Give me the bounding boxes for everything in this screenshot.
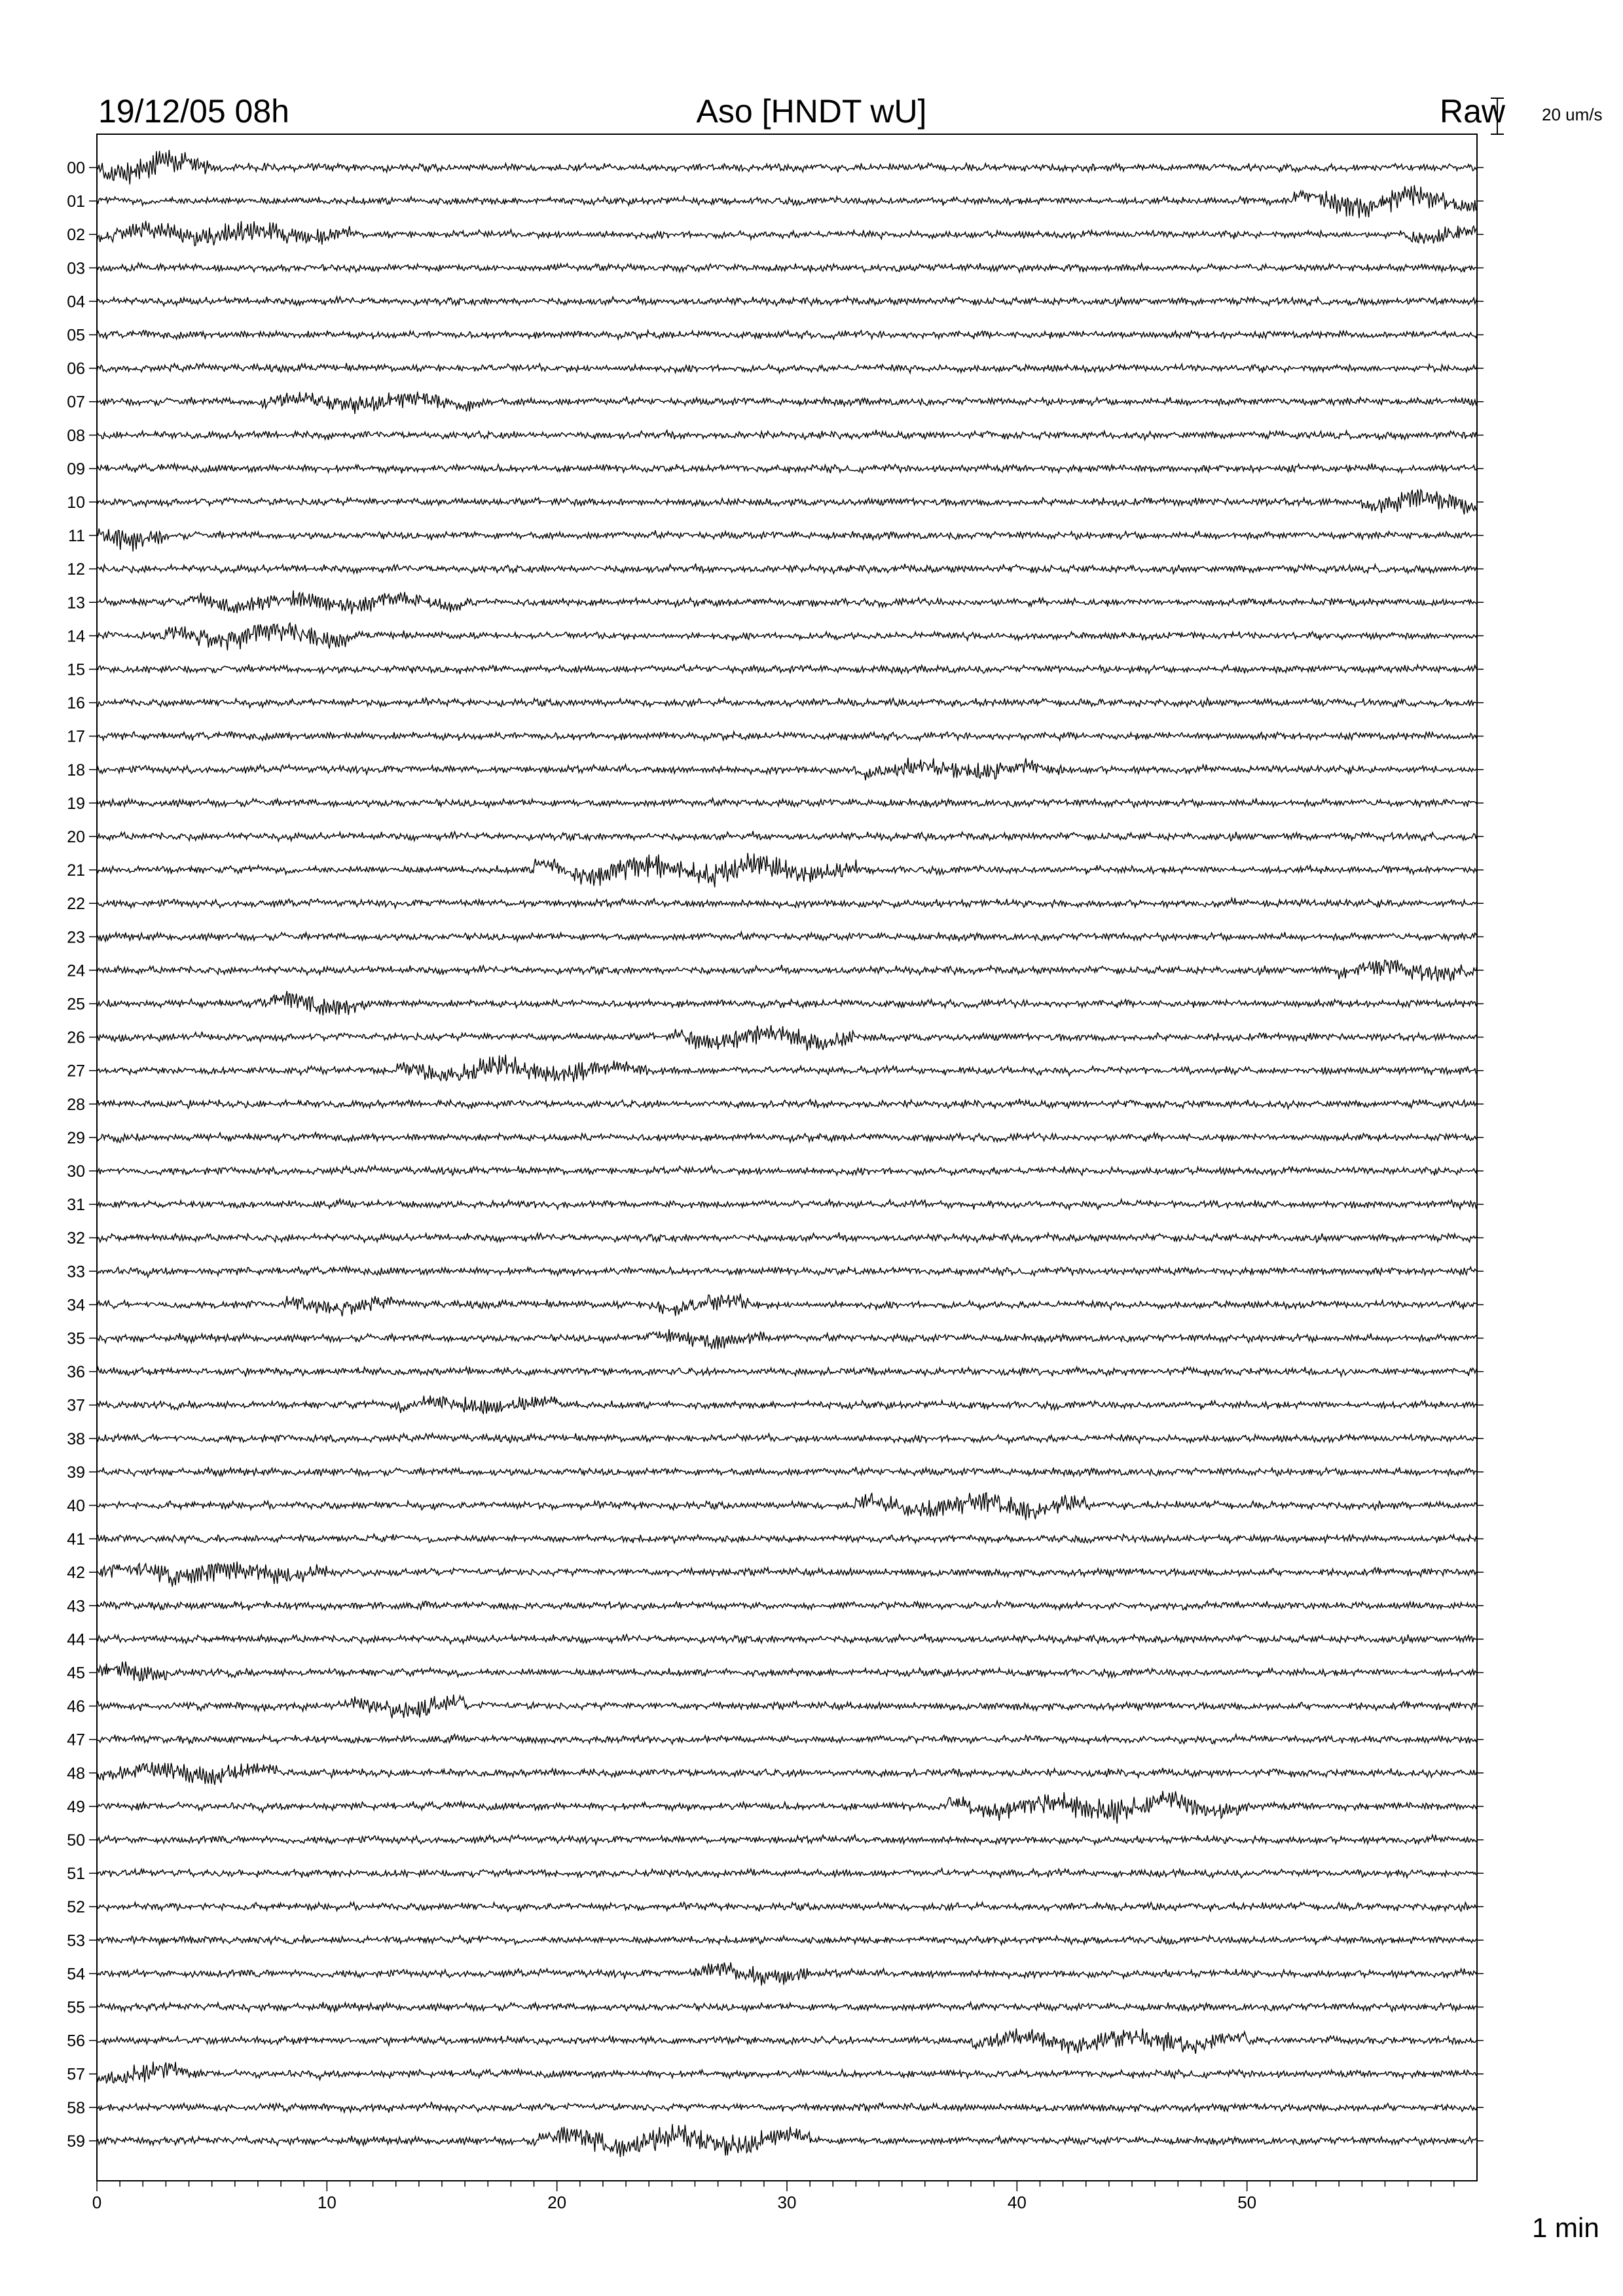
- x-axis-unit-label: 1 min: [1532, 2212, 1599, 2243]
- row-label-03: 03: [67, 259, 85, 278]
- row-label-57: 57: [67, 2065, 85, 2084]
- row-label-36: 36: [67, 1363, 85, 1382]
- trace-35: [97, 1329, 1477, 1350]
- row-label-51: 51: [67, 1865, 85, 1884]
- row-label-07: 07: [67, 393, 85, 412]
- row-label-04: 04: [67, 293, 85, 312]
- row-label-31: 31: [67, 1196, 85, 1215]
- row-label-32: 32: [67, 1229, 85, 1248]
- trace-19: [97, 798, 1477, 808]
- row-label-29: 29: [67, 1128, 85, 1147]
- row-label-50: 50: [67, 1831, 85, 1850]
- row-label-13: 13: [67, 594, 85, 613]
- row-label-09: 09: [67, 459, 85, 478]
- row-label-43: 43: [67, 1597, 85, 1616]
- trace-56: [97, 2028, 1477, 2054]
- trace-06: [97, 363, 1477, 373]
- trace-08: [97, 430, 1477, 440]
- row-label-59: 59: [67, 2132, 85, 2151]
- row-label-49: 49: [67, 1797, 85, 1816]
- row-label-23: 23: [67, 928, 85, 947]
- row-label-02: 02: [67, 226, 85, 245]
- trace-45: [97, 1662, 1477, 1681]
- trace-38: [97, 1433, 1477, 1443]
- trace-21: [97, 853, 1477, 888]
- trace-01: [97, 185, 1477, 218]
- trace-26: [97, 1025, 1477, 1050]
- row-label-18: 18: [67, 761, 85, 780]
- mode-label: Raw: [1439, 93, 1505, 130]
- trace-57: [97, 2062, 1477, 2083]
- row-label-22: 22: [67, 895, 85, 914]
- row-label-58: 58: [67, 2098, 85, 2117]
- trace-02: [97, 221, 1477, 246]
- trace-55: [97, 2002, 1477, 2012]
- row-label-20: 20: [67, 828, 85, 846]
- row-label-47: 47: [67, 1731, 85, 1749]
- x-tick-label-10: 10: [317, 2193, 337, 2212]
- row-label-05: 05: [67, 326, 85, 345]
- row-label-45: 45: [67, 1664, 85, 1683]
- trace-34: [97, 1294, 1477, 1316]
- row-label-34: 34: [67, 1296, 85, 1315]
- row-label-06: 06: [67, 359, 85, 378]
- trace-13: [97, 590, 1477, 614]
- row-label-46: 46: [67, 1697, 85, 1716]
- row-label-42: 42: [67, 1564, 85, 1583]
- trace-43: [97, 1601, 1477, 1611]
- trace-24: [97, 960, 1477, 982]
- trace-49: [97, 1791, 1477, 1823]
- row-label-15: 15: [67, 660, 85, 679]
- trace-29: [97, 1132, 1477, 1143]
- trace-58: [97, 2102, 1477, 2113]
- row-label-44: 44: [67, 1630, 85, 1649]
- trace-59: [97, 2124, 1477, 2157]
- trace-54: [97, 1962, 1477, 1985]
- trace-16: [97, 698, 1477, 708]
- trace-14: [97, 623, 1477, 651]
- trace-05: [97, 331, 1477, 340]
- row-label-14: 14: [67, 627, 85, 646]
- trace-09: [97, 463, 1477, 473]
- row-label-26: 26: [67, 1028, 85, 1047]
- trace-04: [97, 296, 1477, 306]
- row-label-27: 27: [67, 1062, 85, 1081]
- trace-11: [97, 529, 1477, 552]
- row-label-16: 16: [67, 694, 85, 713]
- trace-22: [97, 898, 1477, 908]
- trace-03: [97, 263, 1477, 272]
- trace-10: [97, 490, 1477, 514]
- date-hour-label: 19/12/05 08h: [98, 93, 289, 130]
- trace-18: [97, 758, 1477, 780]
- x-tick-label-50: 50: [1237, 2193, 1257, 2212]
- row-label-55: 55: [67, 1998, 85, 2017]
- x-tick-label-0: 0: [92, 2193, 102, 2212]
- trace-48: [97, 1762, 1477, 1785]
- trace-32: [97, 1232, 1477, 1242]
- row-label-11: 11: [68, 527, 85, 546]
- row-label-56: 56: [67, 2032, 85, 2051]
- row-label-35: 35: [67, 1329, 85, 1348]
- trace-37: [97, 1395, 1477, 1414]
- trace-group: [97, 150, 1477, 2157]
- row-label-21: 21: [67, 861, 85, 880]
- trace-00: [97, 150, 1477, 185]
- row-label-19: 19: [67, 794, 85, 813]
- trace-51: [97, 1869, 1477, 1878]
- trace-28: [97, 1099, 1477, 1109]
- trace-50: [97, 1835, 1477, 1844]
- trace-31: [97, 1199, 1477, 1210]
- row-label-37: 37: [67, 1396, 85, 1415]
- row-label-17: 17: [67, 727, 85, 746]
- row-label-25: 25: [67, 995, 85, 1014]
- amplitude-scale-label: 20 um/s: [1542, 105, 1603, 124]
- row-label-39: 39: [67, 1463, 85, 1482]
- row-label-00: 00: [67, 159, 85, 177]
- trace-25: [97, 991, 1477, 1015]
- row-label-group: [67, 159, 1484, 2151]
- row-label-12: 12: [67, 560, 85, 579]
- trace-27: [97, 1054, 1477, 1082]
- x-tick-label-30: 30: [777, 2193, 797, 2212]
- trace-33: [97, 1266, 1477, 1277]
- row-label-41: 41: [67, 1530, 85, 1549]
- row-label-01: 01: [67, 192, 85, 211]
- row-label-24: 24: [67, 961, 85, 980]
- trace-47: [97, 1734, 1477, 1744]
- row-label-40: 40: [67, 1497, 85, 1515]
- row-label-10: 10: [67, 493, 85, 512]
- trace-46: [97, 1695, 1477, 1718]
- amplitude-scale-bar: [1491, 98, 1504, 134]
- row-label-28: 28: [67, 1095, 85, 1114]
- trace-12: [97, 564, 1477, 573]
- trace-42: [97, 1562, 1477, 1587]
- trace-07: [97, 391, 1477, 414]
- row-label-08: 08: [67, 426, 85, 445]
- row-label-52: 52: [67, 1898, 85, 1917]
- trace-53: [97, 1935, 1477, 1945]
- trace-23: [97, 932, 1477, 941]
- row-label-33: 33: [67, 1263, 85, 1282]
- row-label-48: 48: [67, 1764, 85, 1783]
- row-label-53: 53: [67, 1931, 85, 1950]
- station-title: Aso [HNDT wU]: [696, 93, 927, 130]
- x-tick-label-20: 20: [547, 2193, 567, 2212]
- trace-44: [97, 1634, 1477, 1644]
- trace-41: [97, 1534, 1477, 1543]
- trace-40: [97, 1493, 1477, 1520]
- trace-20: [97, 831, 1477, 842]
- row-label-30: 30: [67, 1162, 85, 1181]
- row-label-54: 54: [67, 1965, 85, 1984]
- x-axis: [92, 2181, 1454, 2212]
- trace-52: [97, 1902, 1477, 1911]
- trace-17: [97, 732, 1477, 741]
- trace-36: [97, 1367, 1477, 1377]
- trace-39: [97, 1467, 1477, 1477]
- trace-15: [97, 664, 1477, 674]
- trace-30: [97, 1166, 1477, 1175]
- x-tick-label-40: 40: [1007, 2193, 1027, 2212]
- row-label-38: 38: [67, 1429, 85, 1448]
